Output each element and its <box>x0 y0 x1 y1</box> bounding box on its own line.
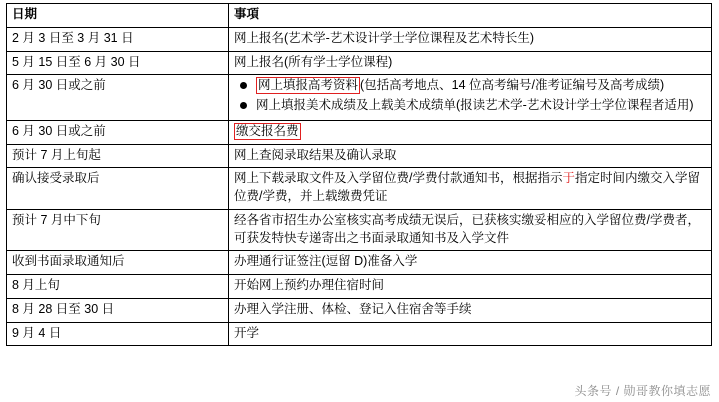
list-item-text: (包括高考地点、14 位高考编号/准考证编号及高考成绩) <box>360 78 665 93</box>
highlighted-phrase: 缴交报名费 <box>236 123 299 138</box>
table-header-row <box>7 4 712 28</box>
table-row <box>7 75 712 121</box>
table-row <box>7 120 712 144</box>
cell-date: 预计 7 月上旬起 <box>7 144 229 168</box>
table-row <box>7 298 712 322</box>
cell-item: 网上报名(所有学士学位课程) <box>229 51 712 75</box>
cell-item-bulleted <box>229 75 712 121</box>
table-row <box>7 322 712 346</box>
table-row <box>7 275 712 299</box>
cell-date: 确认接受录取后 <box>7 168 229 210</box>
table-row <box>7 209 712 251</box>
cell-item-text-post: 指定时间内缴交入学留位费/学费，并上载缴费凭证 <box>234 171 701 203</box>
cell-item-text-highlight: 于 <box>562 171 575 186</box>
bullet-list <box>234 77 707 115</box>
cell-date: 8 月 28 日至 30 日 <box>7 298 229 322</box>
cell-item: 开始网上预约办理住宿时间 <box>229 275 712 299</box>
list-item <box>234 77 707 95</box>
cell-date: 2 月 3 日至 3 月 31 日 <box>7 27 229 51</box>
cell-item: 网上报名(艺术学-艺术设计学士学位课程及艺术特长生) <box>229 27 712 51</box>
table-row <box>7 51 712 75</box>
watermark-text: 头条号 / 勋哥教你填志愿 <box>574 384 711 398</box>
cell-item: 办理通行证签注(逗留 D)准备入学 <box>229 251 712 275</box>
cell-item <box>229 168 712 210</box>
table-row <box>7 27 712 51</box>
list-item <box>234 97 707 115</box>
list-item-text: 网上填报美术成绩及上载美术成绩单(报读艺术学-艺术设计学士学位课程者适用) <box>256 98 694 112</box>
table-row <box>7 168 712 210</box>
table-row <box>7 251 712 275</box>
cell-date: 5 月 15 日至 6 月 30 日 <box>7 51 229 75</box>
cell-date: 6 月 30 日或之前 <box>7 75 229 121</box>
cell-item-text-pre: 网上下载录取文件及入学留位费/学费付款通知书，根据指示 <box>234 171 563 186</box>
cell-date: 收到书面录取通知后 <box>7 251 229 275</box>
bullet-dot-icon <box>240 82 247 89</box>
cell-date: 6 月 30 日或之前 <box>7 120 229 144</box>
cell-item: 经各省市招生办公室核实高考成绩无误后，已获核实缴妥相应的入学留位费/学费者，可获发特快专递寄出之书面录取通知书及入学文件 <box>229 209 712 251</box>
cell-item: 开学 <box>229 322 712 346</box>
column-header-date: 日期 <box>7 4 229 28</box>
cell-date: 8 月上旬 <box>7 275 229 299</box>
bullet-dot-icon <box>240 102 247 109</box>
cell-item: 网上查阅录取结果及确认录取 <box>229 144 712 168</box>
cell-date: 预计 7 月中下旬 <box>7 209 229 251</box>
admission-schedule-table <box>6 3 712 346</box>
column-header-item: 事項 <box>229 4 712 28</box>
table-row <box>7 144 712 168</box>
highlighted-phrase: 网上填报高考资料 <box>258 78 359 93</box>
cell-item <box>229 120 712 144</box>
cell-item: 办理入学注册、体检、登记入住宿舍等手续 <box>229 298 712 322</box>
cell-date: 9 月 4 日 <box>7 322 229 346</box>
